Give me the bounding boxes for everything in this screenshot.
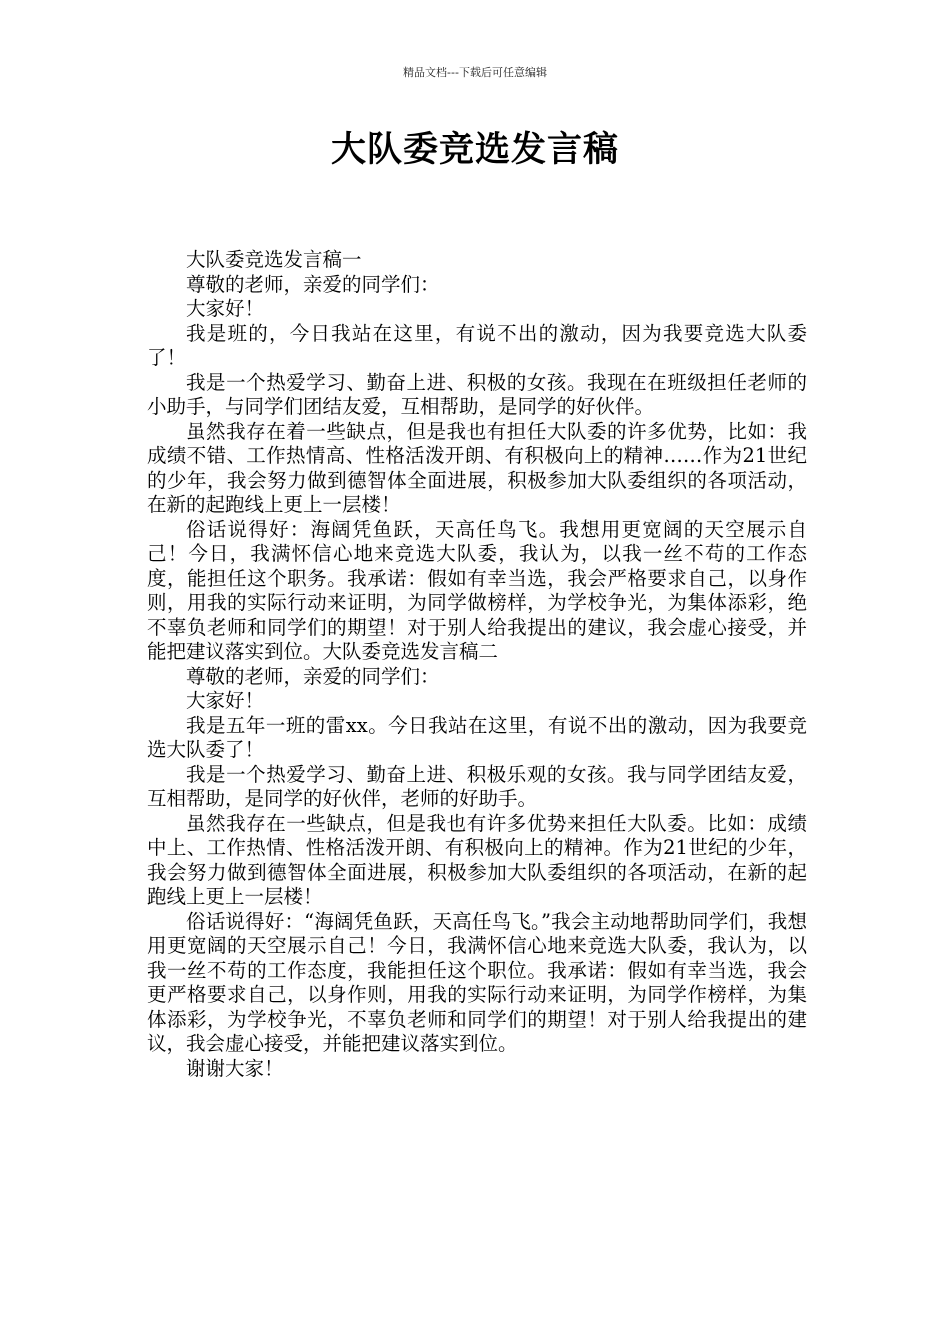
paragraph: 虽然我存在一些缺点，但是我也有许多优势来担任大队委。比如：成绩中上、工作热情、性格活泼开朗、有积极向上的精神。作为21世纪的少年，我会努力做到德智体全面进展，积极参加大队委组织的各项活动，在新的起跑线上更上一层楼！: [147, 811, 807, 908]
paragraph: 我是一个热爱学习、勤奋上进、积极的女孩。我现在在班级担任老师的小助手，与同学们团结友爱，互相帮助，是同学的好伙伴。: [147, 370, 807, 418]
paragraph: 尊敬的老师，亲爱的同学们：: [186, 664, 440, 688]
paragraph: 虽然我存在着一些缺点，但是我也有担任大队委的许多优势，比如：我成绩不错、工作热情高、性格活泼开朗、有积极向上的精神……作为21世纪的少年，我会努力做到德智体全面进展，积极参加大队委组织的各项活动，在新的起跑线上更上一层楼！: [147, 419, 807, 516]
paragraph: 我是五年一班的雷xx。今日我站在这里，有说不出的激动，因为我要竞选大队委了！: [147, 713, 807, 761]
document-title: 大队委竞选发言稿: [330, 130, 619, 170]
paragraph: 谢谢大家！: [186, 1056, 284, 1080]
paragraph: 大家好！: [186, 297, 265, 320]
header-note: 精品文档---下载后可任意编辑: [403, 66, 547, 79]
paragraph: 大队委竞选发言稿一: [186, 248, 362, 271]
document-body: [147, 248, 807, 1081]
paragraph: 俗话说得好：海阔凭鱼跃，天高任鸟飞。我想用更宽阔的天空展示自己！今日，我满怀信心地来竞选大队委，我认为，以我一丝不苟的工作态度，能担任这个职务。我承诺：假如有幸当选，我会严格要求自己，以身作则，用我的实际行动来证明，为同学做榜样，为学校争光，为集体添彩，绝不辜负老师和同学们的期望！对于别人给我提出的建议，我会虚心接受，并能把建议落实到位。大队委竞选发言稿二: [147, 517, 807, 663]
paragraph: 尊敬的老师，亲爱的同学们：: [186, 272, 440, 296]
paragraph: 我是一个热爱学习、勤奋上进、积极乐观的女孩。我与同学团结友爱，互相帮助，是同学的好伙伴，老师的好助手。: [147, 762, 807, 810]
paragraph: 大家好！: [186, 689, 265, 712]
paragraph: 俗话说得好：“海阔凭鱼跃，天高任鸟飞。”我会主动地帮助同学们，我想用更宽阔的天空展示自己！今日，我满怀信心地来竞选大队委，我认为，以我一丝不苟的工作态度，我能担任这个职位。我承诺：假如有幸当选，我会更严格要求自己，以身作则，用我的实际行动来证明，为同学作榜样，为集体添彩，为学校争光，不辜负老师和同学们的期望！对于别人给我提出的建议，我会虚心接受，并能把建议落实到位。: [147, 909, 807, 1055]
paragraph: 我是班的，今日我站在这里，有说不出的激动，因为我要竞选大队委了！: [147, 321, 807, 369]
